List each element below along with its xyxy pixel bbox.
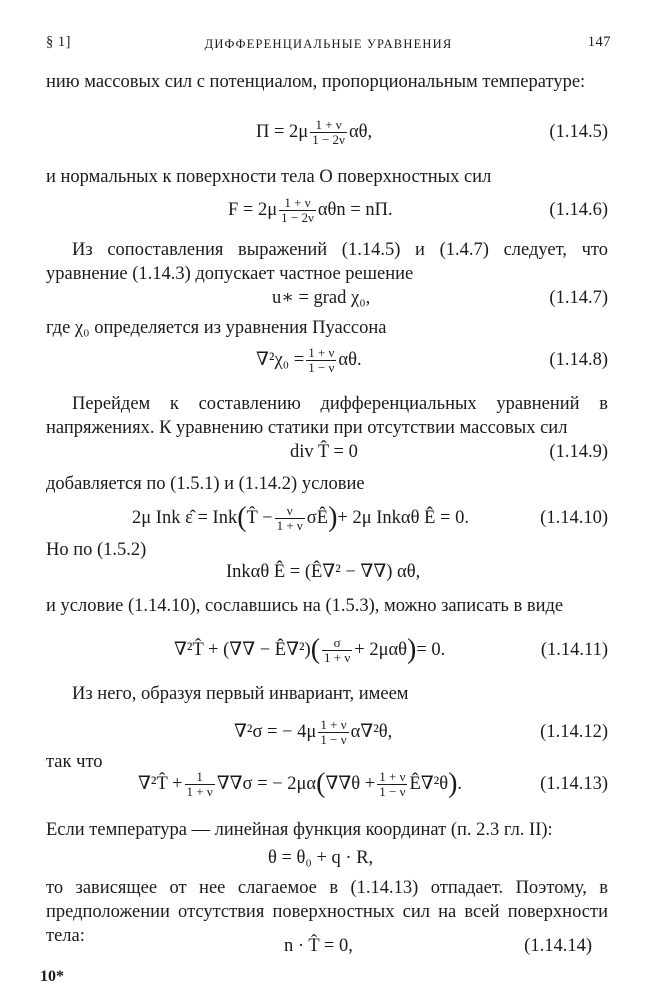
running-title: ДИФФЕРЕНЦИАЛЬНЫЕ УРАВНЕНИЯ bbox=[204, 37, 453, 51]
equation-number: (1.14.14) bbox=[524, 936, 592, 956]
equation-1-14-9: div T̂ = 0 (1.14.9) bbox=[46, 432, 608, 472]
signature-mark: 10* bbox=[40, 968, 64, 985]
equation-number: (1.14.6) bbox=[549, 200, 608, 220]
equation-1-14-6: F = 2μ $\frac{1 + \nu}{1 - 2\nu}$ αθn = nΠ. (1.14.6) bbox=[46, 190, 608, 230]
paragraph-1: нию массовых сил с потенциалом, пропорциональным температуре: bbox=[46, 72, 586, 92]
equation-1-14-14: n · T̂ = 0, (1.14.14) bbox=[46, 926, 608, 966]
equation-number: (1.14.5) bbox=[549, 122, 608, 142]
page-number: 147 bbox=[587, 34, 611, 50]
paragraph-6: добавляется по (1.5.1) и (1.14.2) условие bbox=[46, 474, 365, 494]
equation-number: (1.14.12) bbox=[540, 722, 608, 742]
paragraph-3: Из сопоставления выражений (1.14.5) и (1.4.7) следует, что уравнение (1.14.3) допускает частное решение bbox=[46, 240, 608, 284]
equation-1-14-5: Π = 2μ $\frac{1 + \nu}{1 - 2\nu}$ αθ, (1.14.5) bbox=[46, 112, 608, 152]
equation-number: (1.14.11) bbox=[540, 640, 608, 660]
paragraph-12: то зависящее от нее слагаемое в (1.14.13) отпадает. Поэтому, в предположении отсутствия поверхностных сил на всей поверхности тела: bbox=[46, 878, 608, 946]
paragraph-4: где χ₀ определяется из уравнения Пуассона bbox=[46, 318, 387, 338]
paragraph-2: и нормальных к поверхности тела O поверхностных сил bbox=[46, 167, 492, 187]
equation-1-14-12: ∇²σ = − 4μ $\frac{1 + \nu}{1 - \nu}$ α∇²θ, (1.14.12) bbox=[46, 712, 608, 752]
paragraph-8: и условие (1.14.10), сославшись на (1.5.3), можно записать в виде bbox=[46, 596, 564, 616]
equation-number: (1.14.10) bbox=[540, 508, 608, 528]
equation-number: (1.14.13) bbox=[540, 774, 608, 794]
section-marker: § 1] bbox=[46, 34, 71, 50]
equation-number: (1.14.8) bbox=[549, 350, 608, 370]
paragraph-11: Если температура — линейная функция координат (п. 2.3 гл. II): bbox=[46, 820, 553, 840]
equation-1-14-10: 2μ Ink ε̂ = Ink ( T̂ − $\frac{\nu}{1 + \nu}$ σÊ ) + 2μ Inkαθ Ê = 0. (1.14.10) bbox=[46, 498, 608, 538]
paragraph-9: Из него, образуя первый инвариант, имеем bbox=[72, 684, 409, 704]
equation-1-14-11: ∇²T̂ + (∇∇ − Ê∇²) ( $\frac{\sigma}{1 + \nu}$ + 2μαθ ) = 0. (1.14.11) bbox=[46, 630, 608, 670]
equation-theta: θ = θ₀ + q · R, bbox=[268, 847, 374, 868]
equation-number: (1.14.7) bbox=[549, 288, 608, 308]
paragraph-5: Перейдем к составлению дифференциальных уравнений в напряжениях. К уравнению статики при отсутствии массовых сил bbox=[46, 394, 608, 438]
equation-1-14-7: u∗ = grad χ₀, (1.14.7) bbox=[46, 278, 608, 318]
paragraph-10: так что bbox=[46, 752, 103, 772]
equation-1-14-8: ∇²χ₀ = $\frac{1 + \nu}{1 - \nu}$ αθ. (1.14.8) bbox=[46, 340, 608, 380]
equation-ink: Inkαθ Ê = (Ê∇² − ∇∇) αθ, bbox=[226, 562, 421, 582]
equation-1-14-13: ∇²T̂ + $\frac{1}{1 + \nu}$ ∇∇σ = − 2μα ( ∇∇θ + $\frac{1 + \nu}{1 - \nu}$ Ê∇²θ ) . (1.14.13) bbox=[46, 764, 608, 804]
paragraph-7: Но по (1.5.2) bbox=[46, 540, 147, 560]
equation-number: (1.14.9) bbox=[549, 442, 608, 462]
